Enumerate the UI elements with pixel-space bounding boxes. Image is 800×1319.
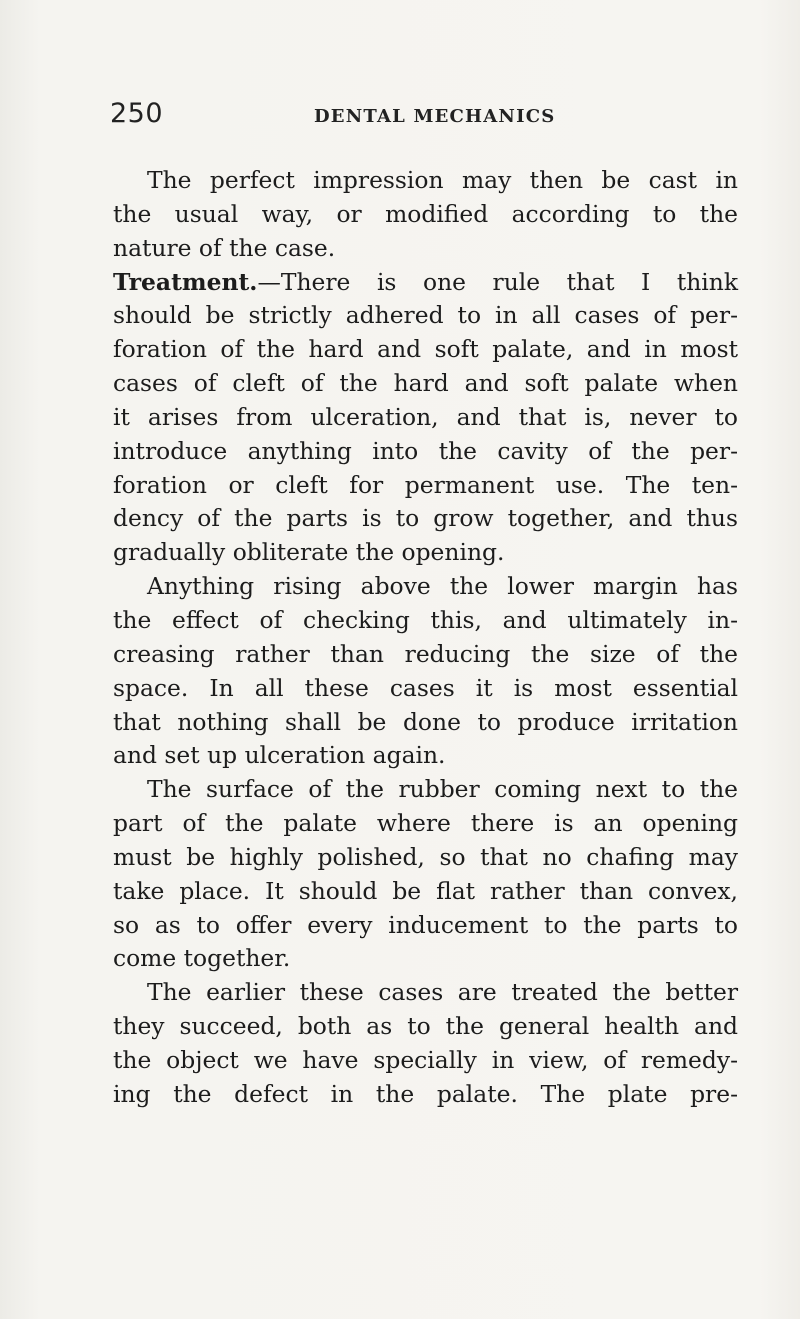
text-line: The earlier these cases are treated the better xyxy=(147,978,738,1007)
text-line: dency of the parts is to grow together, and thus xyxy=(113,504,738,533)
text-line: foration of the hard and soft palate, and in most xyxy=(113,335,738,364)
text-line: they succeed, both as to the general health and xyxy=(113,1012,738,1041)
text-line: cases of cleft of the hard and soft palate when xyxy=(113,369,738,398)
text-line: so as to offer every inducement to the parts to xyxy=(113,910,738,939)
text-line: The surface of the rubber coming next to the xyxy=(147,775,738,804)
text-line: ing the defect in the palate. The plate pre- xyxy=(113,1079,738,1108)
text-line: the usual way, or modified according to the xyxy=(113,199,738,228)
text-line: The perfect impression may then be cast in xyxy=(147,166,738,194)
text-line: Anything rising above the lower margin has xyxy=(147,572,738,601)
text-line: the effect of checking this, and ultimately in- xyxy=(113,605,738,634)
page-number: 250 xyxy=(110,98,164,129)
text-line: come together. xyxy=(113,944,291,973)
text-line: should be strictly adhered to in all cases of per- xyxy=(113,301,738,330)
text-line: the object we have specially in view, of remedy- xyxy=(113,1045,738,1074)
page-header xyxy=(110,98,770,138)
text-line: foration or cleft for permanent use. The ten- xyxy=(113,470,738,499)
text-line: gradually obliterate the opening. xyxy=(113,538,505,567)
text-line: it arises from ulceration, and that is, never to xyxy=(113,402,738,431)
text-line: introduce anything into the cavity of the per- xyxy=(113,436,738,465)
text-line xyxy=(113,266,738,300)
text-line: creasing rather than reducing the size of the xyxy=(113,639,738,668)
text-line: and set up ulceration again. xyxy=(113,741,446,770)
text-line: must be highly polished, so that no chafing may xyxy=(113,842,738,871)
running-head: DENTAL MECHANICS xyxy=(314,106,556,127)
text-line: part of the palate where there is an opening xyxy=(113,809,738,838)
text-line: space. In all these cases it is most essential xyxy=(113,673,738,702)
text-line: nature of the case. xyxy=(113,233,336,262)
body-text xyxy=(113,164,738,1112)
text-line-rest: —There is one rule that I think xyxy=(257,267,738,296)
text-line: take place. It should be flat rather than convex, xyxy=(113,876,738,905)
treatment-heading: Treatment. xyxy=(113,267,258,296)
text-line: that nothing shall be done to produce irritation xyxy=(113,707,738,736)
